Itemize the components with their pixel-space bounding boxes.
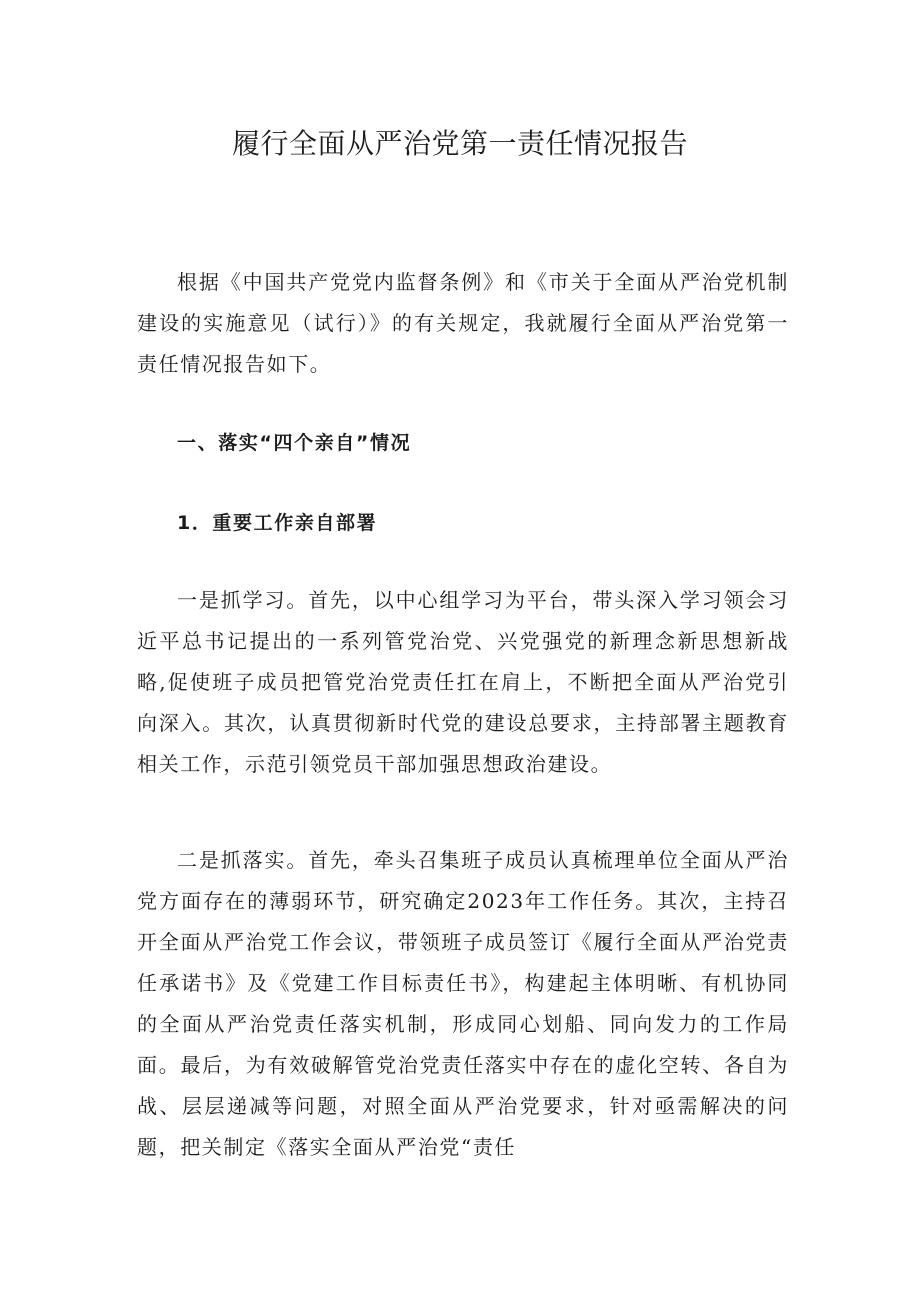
intro-paragraph: 根据《中国共产党党内监督条例》和《市关于全面从严治党机制建设的实施意见（试行）》的有关规定，我就履行全面从严治党第一责任情况报告如下。 bbox=[137, 270, 789, 376]
document-title: 履行全面从严治党第一责任情况报告 bbox=[231, 127, 688, 160]
body-paragraph-1: 一是抓学习。首先，以中心组学习为平台，带头深入学习领会习近平总书记提出的一系列管党治党、兴党强党的新理念新思想新战略,促使班子成员把管党治党责任扛在肩上，不断把全面从严治党引向深入。其次，认真贯彻新时代党的建设总要求，主持部署主题教育相关工作，示范引领党员干部加强思想政治建设。 bbox=[137, 588, 789, 776]
body-paragraph-2: 二是抓落实。首先，牵头召集班子成员认真梳理单位全面从严治党方面存在的薄弱环节，研究确定2023年工作任务。其次，主持召开全面从严治党工作会议，带领班子成员签订《履行全面从严治党责任承诺书》及《党建工作目标责任书》，构建起主体明晰、有机协同的全面从严治党责任落实机制，形成同心划船、同向发力的工作局面。最后，为有效破解管党治党责任落实中存在的虚化空转、各自为战、层层递减等问题，对照全面从严治党要求，针对亟需解决的问题，把关制定《落实全面从严治党“责任 bbox=[137, 848, 789, 1159]
section-heading: 一、落实“四个亲自”情况 bbox=[177, 432, 412, 454]
subsection-heading: 1．重要工作亲自部署 bbox=[177, 512, 378, 534]
